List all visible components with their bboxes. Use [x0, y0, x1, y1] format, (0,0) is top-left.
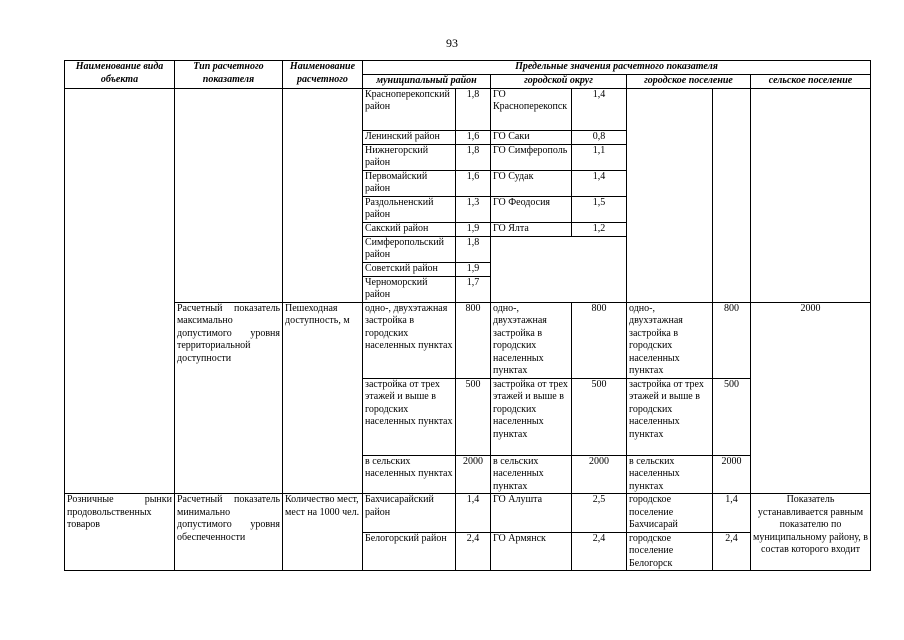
markets-municipal-value: 2,4	[456, 532, 491, 571]
empty-cell	[713, 88, 751, 302]
access-okrug-value: 500	[572, 378, 627, 455]
markets-urban-value: 1,4	[713, 494, 751, 533]
access-okrug-value: 800	[572, 302, 627, 378]
access-urban-value: 2000	[713, 455, 751, 494]
table-row	[65, 88, 871, 130]
markets-municipal-value: 1,4	[456, 494, 491, 533]
okrug-name: ГО Судак	[491, 170, 572, 196]
access-municipal-text: в сельских населенных пунктах	[363, 455, 456, 494]
district-value: 1,9	[456, 262, 491, 276]
empty-cell	[65, 88, 175, 494]
header-rural-settlement: сельское поселение	[751, 74, 871, 88]
district-value: 1,6	[456, 130, 491, 144]
okrug-value: 1,4	[572, 88, 627, 130]
access-type: Расчетный показатель максимально допустимого уровня территориальной доступности	[175, 302, 283, 494]
markets-okrug-text: ГО Армянск	[491, 532, 572, 571]
table-row	[65, 494, 871, 533]
access-urban-text: в сельских населенных пунктах	[627, 455, 713, 494]
access-okrug-value: 2000	[572, 455, 627, 494]
district-value: 1,8	[456, 236, 491, 262]
district-name: Ленинский район	[363, 130, 456, 144]
empty-cell	[491, 236, 627, 302]
header-municipal: муниципальный район	[363, 74, 491, 88]
district-name: Нижнегорский район	[363, 144, 456, 170]
empty-cell	[751, 88, 871, 302]
district-value: 1,7	[456, 276, 491, 302]
header-type: Тип расчетного показателя	[175, 61, 283, 89]
markets-municipal-text: Бахчисарайский район	[363, 494, 456, 533]
okrug-value: 0,8	[572, 130, 627, 144]
access-municipal-value: 500	[456, 378, 491, 455]
header-urban-settlement: городское поселение	[627, 74, 751, 88]
access-urban-text: одно-, двухэтажная застройка в городских населенных пунктах	[627, 302, 713, 378]
markets-urban-value: 2,4	[713, 532, 751, 571]
standards-table	[64, 60, 871, 571]
okrug-name: ГО Саки	[491, 130, 572, 144]
district-name: Черноморский район	[363, 276, 456, 302]
okrug-name: ГО Ялта	[491, 222, 572, 236]
markets-name: Количество мест, мест на 1000 чел.	[283, 494, 363, 571]
access-municipal-value: 800	[456, 302, 491, 378]
markets-urban-text: городское поселение Белогорск	[627, 532, 713, 571]
access-okrug-text: в сельских населенных пунктах	[491, 455, 572, 494]
markets-okrug-text: ГО Алушта	[491, 494, 572, 533]
access-municipal-text: застройка от трех этажей и выше в городских населенных пунктах	[363, 378, 456, 455]
district-name: Сакский район	[363, 222, 456, 236]
okrug-value: 1,1	[572, 144, 627, 170]
okrug-name: ГО Симферополь	[491, 144, 572, 170]
district-value: 1,8	[456, 88, 491, 130]
district-name: Первомайский район	[363, 170, 456, 196]
okrug-name: ГО Красноперекопск	[491, 88, 572, 130]
district-name: Симферопольский район	[363, 236, 456, 262]
empty-cell	[283, 88, 363, 302]
access-municipal-value: 2000	[456, 455, 491, 494]
access-urban-value: 500	[713, 378, 751, 455]
markets-okrug-value: 2,4	[572, 532, 627, 571]
access-okrug-text: застройка от трех этажей и выше в городских населенных пунктах	[491, 378, 572, 455]
district-value: 1,6	[456, 170, 491, 196]
okrug-value: 1,4	[572, 170, 627, 196]
access-name: Пешеходная доступность, м	[283, 302, 363, 494]
district-value: 1,8	[456, 144, 491, 170]
okrug-value: 1,2	[572, 222, 627, 236]
okrug-value: 1,5	[572, 196, 627, 222]
header-name: Наименование расчетного	[283, 61, 363, 89]
access-okrug-text: одно-, двухэтажная застройка в городских населенных пунктах	[491, 302, 572, 378]
page-number: 93	[446, 36, 458, 50]
district-value: 1,3	[456, 196, 491, 222]
okrug-name: ГО Феодосия	[491, 196, 572, 222]
markets-urban-text: городское поселение Бахчисарай	[627, 494, 713, 533]
access-urban-text: застройка от трех этажей и выше в городских населенных пунктах	[627, 378, 713, 455]
header-urban-okrug: городской округ	[491, 74, 627, 88]
markets-type: Расчетный показатель минимально допустимого уровня обеспеченности	[175, 494, 283, 571]
header-object: Наименование вида объекта	[65, 61, 175, 89]
access-rural-value: 2000	[751, 302, 871, 494]
markets-object: Розничные рынки продовольственных товаров	[65, 494, 175, 571]
markets-okrug-value: 2,5	[572, 494, 627, 533]
access-urban-value: 800	[713, 302, 751, 378]
district-name: Красноперекопский район	[363, 88, 456, 130]
markets-rural-text: Показатель устанавливается равным показателю по муниципальному району, в состав которого входит	[751, 494, 871, 571]
district-name: Раздольненский район	[363, 196, 456, 222]
access-municipal-text: одно-, двухэтажная застройка в городских населенных пунктах	[363, 302, 456, 378]
district-name: Советский район	[363, 262, 456, 276]
table-row	[65, 302, 871, 378]
markets-municipal-text: Белогорский район	[363, 532, 456, 571]
header-limits: Предельные значения расчетного показателя	[363, 61, 871, 75]
empty-cell	[627, 88, 713, 302]
district-value: 1,9	[456, 222, 491, 236]
empty-cell	[175, 88, 283, 302]
